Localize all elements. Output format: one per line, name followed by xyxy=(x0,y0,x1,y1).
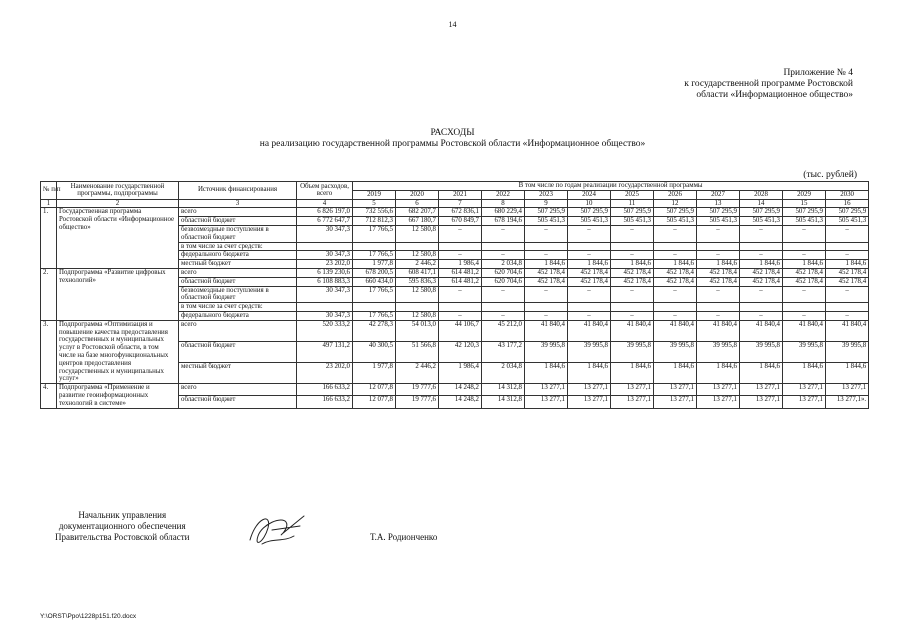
year-amount: – xyxy=(568,311,611,320)
year-amount: – xyxy=(482,311,525,320)
year-amount xyxy=(611,303,654,312)
year-amount: – xyxy=(654,286,697,303)
funding-source: местный бюджет xyxy=(179,260,297,269)
year-amount: – xyxy=(439,311,482,320)
year-amount: 13 277,1 xyxy=(525,384,568,396)
funding-source: федерального бюджета xyxy=(179,251,297,260)
header-year: 2021 xyxy=(439,190,482,199)
year-amount: 1 844,6 xyxy=(654,363,697,384)
funding-source: областной бюджет xyxy=(179,217,297,226)
year-amount xyxy=(740,242,783,251)
row-number: 2. xyxy=(41,268,57,320)
year-amount: 39 995,8 xyxy=(525,341,568,362)
year-amount: 452 178,4 xyxy=(697,277,740,286)
year-amount: 39 995,8 xyxy=(654,341,697,362)
year-amount: – xyxy=(654,225,697,242)
year-amount: 505 451,3 xyxy=(611,217,654,226)
year-amount: – xyxy=(482,225,525,242)
year-amount: – xyxy=(611,311,654,320)
row-number: 4. xyxy=(41,384,57,408)
column-number: 11 xyxy=(611,199,654,208)
year-amount xyxy=(697,242,740,251)
year-amount xyxy=(439,303,482,312)
header-year: 2027 xyxy=(697,190,740,199)
column-number-row xyxy=(41,199,869,208)
program-name: Государственная программа Ростовской области «Информационное общество» xyxy=(57,208,179,269)
year-amount: 732 556,6 xyxy=(353,208,396,217)
year-amount: – xyxy=(740,251,783,260)
year-amount: 620 704,6 xyxy=(482,268,525,277)
year-amount xyxy=(568,242,611,251)
column-number: 13 xyxy=(697,199,740,208)
year-amount: 1 844,6 xyxy=(525,363,568,384)
year-amount: 595 836,3 xyxy=(396,277,439,286)
signatory-name: Т.А. Родионченко xyxy=(370,532,438,542)
year-amount: 1 844,6 xyxy=(740,363,783,384)
year-amount: 505 451,3 xyxy=(654,217,697,226)
expenses-table xyxy=(40,181,869,409)
year-amount: 19 777,6 xyxy=(396,396,439,408)
year-amount: 14 248,2 xyxy=(439,396,482,408)
file-path-footer: Y:\ORST\Ppo\1228p151.f20.docx xyxy=(40,613,137,620)
year-amount: 1 844,6 xyxy=(697,260,740,269)
year-amount xyxy=(740,303,783,312)
year-amount: – xyxy=(654,311,697,320)
appendix-line-2: к государственной программе Ростовской xyxy=(684,79,853,89)
year-amount: 40 300,5 xyxy=(353,341,396,362)
year-amount xyxy=(396,303,439,312)
header-year: 2029 xyxy=(783,190,826,199)
year-amount xyxy=(826,242,869,251)
total-amount: 6 772 647,7 xyxy=(297,217,353,226)
funding-source: всего xyxy=(179,268,297,277)
year-amount: 452 178,4 xyxy=(697,268,740,277)
header-years-group: В том числе по годам реализации государственной программы xyxy=(353,182,869,191)
year-amount: 2 446,2 xyxy=(396,260,439,269)
total-amount: 30 347,3 xyxy=(297,286,353,303)
header-source: Источник финансирования xyxy=(179,182,297,200)
year-amount xyxy=(697,303,740,312)
year-amount: 505 451,3 xyxy=(783,217,826,226)
year-amount: – xyxy=(525,251,568,260)
year-amount: 614 481,2 xyxy=(439,268,482,277)
year-amount: 452 178,4 xyxy=(611,277,654,286)
year-amount: – xyxy=(568,286,611,303)
year-amount: 452 178,4 xyxy=(783,268,826,277)
year-amount: 13 277,1 xyxy=(697,384,740,396)
year-amount: 39 995,8 xyxy=(568,341,611,362)
year-amount xyxy=(353,303,396,312)
year-amount: 12 580,8 xyxy=(396,286,439,303)
year-amount xyxy=(654,303,697,312)
total-amount: 6 139 230,6 xyxy=(297,268,353,277)
year-amount: 507 295,9 xyxy=(654,208,697,217)
total-amount: 30 347,3 xyxy=(297,225,353,242)
year-amount: 41 840,4 xyxy=(525,320,568,341)
year-amount: – xyxy=(697,225,740,242)
year-amount: – xyxy=(697,311,740,320)
header-year: 2024 xyxy=(568,190,611,199)
year-amount: – xyxy=(439,286,482,303)
year-amount: 1 844,6 xyxy=(568,260,611,269)
year-amount: – xyxy=(525,225,568,242)
year-amount: 14 312,8 xyxy=(482,396,525,408)
header-total: Объем расходов, всего xyxy=(297,182,353,200)
year-amount: 17 766,5 xyxy=(353,251,396,260)
year-amount: 44 106,7 xyxy=(439,320,482,341)
year-amount: 452 178,4 xyxy=(525,268,568,277)
year-amount: 452 178,4 xyxy=(654,277,697,286)
funding-source: областной бюджет xyxy=(179,341,297,362)
table-row xyxy=(41,268,869,277)
program-name: Подпрограмма «Развитие цифровых технологий» xyxy=(57,268,179,320)
year-amount: 2 034,8 xyxy=(482,363,525,384)
year-amount: 507 295,9 xyxy=(525,208,568,217)
year-amount: 54 013,0 xyxy=(396,320,439,341)
year-amount: 14 312,8 xyxy=(482,384,525,396)
year-amount: 614 481,2 xyxy=(439,277,482,286)
year-amount: 14 248,2 xyxy=(439,384,482,396)
year-amount: 1 844,6 xyxy=(697,363,740,384)
units-label: (тыс. рублей) xyxy=(803,170,857,180)
year-amount xyxy=(826,303,869,312)
column-number: 9 xyxy=(525,199,568,208)
year-amount: 1 844,6 xyxy=(568,363,611,384)
year-amount xyxy=(353,242,396,251)
total-amount xyxy=(297,242,353,251)
year-amount: 39 995,8 xyxy=(697,341,740,362)
year-amount: 505 451,3 xyxy=(826,217,869,226)
year-amount: 507 295,9 xyxy=(611,208,654,217)
funding-source: федерального бюджета xyxy=(179,311,297,320)
column-number: 12 xyxy=(654,199,697,208)
year-amount: 41 840,4 xyxy=(697,320,740,341)
year-amount: 41 840,4 xyxy=(826,320,869,341)
year-amount: 39 995,8 xyxy=(783,341,826,362)
year-amount: 678 194,6 xyxy=(482,217,525,226)
year-amount: 507 295,9 xyxy=(783,208,826,217)
column-number: 14 xyxy=(740,199,783,208)
year-amount: – xyxy=(697,251,740,260)
year-amount: 12 580,8 xyxy=(396,225,439,242)
year-amount: 660 434,0 xyxy=(353,277,396,286)
year-amount: 1 844,6 xyxy=(740,260,783,269)
year-amount: 452 178,4 xyxy=(611,268,654,277)
year-amount: 39 995,8 xyxy=(611,341,654,362)
year-amount xyxy=(482,303,525,312)
handwritten-signature xyxy=(242,508,312,552)
year-amount: 13 277,1 xyxy=(783,384,826,396)
year-amount: 505 451,3 xyxy=(568,217,611,226)
column-number: 2 xyxy=(57,199,179,208)
year-amount: 41 840,4 xyxy=(654,320,697,341)
year-amount: 17 766,5 xyxy=(353,225,396,242)
year-amount: 672 836,1 xyxy=(439,208,482,217)
total-amount: 166 633,2 xyxy=(297,384,353,396)
year-amount: – xyxy=(783,311,826,320)
header-row xyxy=(41,182,869,191)
position-line-1: Начальник управления xyxy=(78,510,167,520)
year-amount: 19 777,6 xyxy=(396,384,439,396)
position-line-2: документационного обеспечения xyxy=(58,521,186,531)
column-number: 10 xyxy=(568,199,611,208)
year-amount: 452 178,4 xyxy=(740,277,783,286)
year-amount: 2 446,2 xyxy=(396,363,439,384)
table-row xyxy=(41,384,869,396)
column-number: 3 xyxy=(179,199,297,208)
year-amount: 620 704,6 xyxy=(482,277,525,286)
total-amount: 6 826 197,0 xyxy=(297,208,353,217)
signatory-position xyxy=(55,510,189,543)
funding-source: в том числе за счет средств: xyxy=(179,242,297,251)
header-year: 2023 xyxy=(525,190,568,199)
year-amount: 1 977,8 xyxy=(353,260,396,269)
year-amount: 680 229,4 xyxy=(482,208,525,217)
year-amount: – xyxy=(783,286,826,303)
year-amount: 42 278,3 xyxy=(353,320,396,341)
year-amount: – xyxy=(611,286,654,303)
year-amount: 13 277,1 xyxy=(697,396,740,408)
year-amount: 712 812,3 xyxy=(353,217,396,226)
title-line-1: РАСХОДЫ xyxy=(430,128,475,138)
year-amount: 678 200,5 xyxy=(353,268,396,277)
year-amount xyxy=(783,242,826,251)
year-amount: 13 277,1 xyxy=(568,396,611,408)
row-number: 3. xyxy=(41,320,57,383)
table-row xyxy=(41,208,869,217)
year-amount: – xyxy=(525,286,568,303)
year-amount xyxy=(525,242,568,251)
year-amount: 452 178,4 xyxy=(783,277,826,286)
year-amount: 507 295,9 xyxy=(568,208,611,217)
year-amount: 41 840,4 xyxy=(783,320,826,341)
year-amount: 13 277,1 xyxy=(654,396,697,408)
year-amount: 13 277,1». xyxy=(826,396,869,408)
funding-source: всего xyxy=(179,320,297,341)
year-amount: 12 077,8 xyxy=(353,384,396,396)
year-amount: – xyxy=(482,251,525,260)
total-amount: 166 633,2 xyxy=(297,396,353,408)
program-name: Подпрограмма «Оптимизация и повышение качества предоставления государственных и муниципальных услуг в Ростовской области, в том числе на базе многофункциональных центров предоставления государственных и муниципальных услуг» xyxy=(57,320,179,383)
header-name: Наименование государственной программы, подпрограммы xyxy=(57,182,179,200)
total-amount: 30 347,3 xyxy=(297,311,353,320)
funding-source: безвозмездные поступления в областной бюджет xyxy=(179,225,297,242)
year-amount: 452 178,4 xyxy=(654,268,697,277)
year-amount: – xyxy=(826,251,869,260)
year-amount: 13 277,1 xyxy=(611,396,654,408)
year-amount: 17 766,5 xyxy=(353,311,396,320)
funding-source: областной бюджет xyxy=(179,277,297,286)
funding-source: в том числе за счет средств: xyxy=(179,303,297,312)
year-amount: 13 277,1 xyxy=(654,384,697,396)
year-amount xyxy=(654,242,697,251)
column-number: 8 xyxy=(482,199,525,208)
column-number: 1 xyxy=(41,199,57,208)
year-amount: 452 178,4 xyxy=(740,268,783,277)
year-amount: 2 034,8 xyxy=(482,260,525,269)
column-number: 16 xyxy=(826,199,869,208)
year-amount: – xyxy=(826,311,869,320)
year-amount xyxy=(525,303,568,312)
year-amount xyxy=(568,303,611,312)
year-amount: 42 120,3 xyxy=(439,341,482,362)
year-amount: – xyxy=(568,225,611,242)
column-number: 7 xyxy=(439,199,482,208)
title-line-2: на реализацию государственной программы Ростовской области «Информационное общество» xyxy=(259,139,646,149)
year-amount: 13 277,1 xyxy=(740,396,783,408)
year-amount: 43 177,2 xyxy=(482,341,525,362)
total-amount xyxy=(297,303,353,312)
year-amount: 1 844,6 xyxy=(826,363,869,384)
year-amount: 39 995,8 xyxy=(740,341,783,362)
header-year: 2020 xyxy=(396,190,439,199)
year-amount: – xyxy=(740,286,783,303)
year-amount: 51 566,8 xyxy=(396,341,439,362)
header-year: 2030 xyxy=(826,190,869,199)
year-amount: – xyxy=(439,225,482,242)
year-amount: 1 986,4 xyxy=(439,363,482,384)
year-amount xyxy=(783,303,826,312)
header-year: 2026 xyxy=(654,190,697,199)
document-title xyxy=(0,128,905,150)
year-amount: 12 580,8 xyxy=(396,311,439,320)
year-amount: 41 840,4 xyxy=(611,320,654,341)
year-amount: – xyxy=(783,251,826,260)
year-amount: 13 277,1 xyxy=(611,384,654,396)
year-amount: – xyxy=(740,225,783,242)
appendix-line-3: области «Информационное общество» xyxy=(696,90,853,100)
year-amount: – xyxy=(697,286,740,303)
position-line-3: Правительства Ростовской области xyxy=(55,532,190,542)
year-amount: 12 580,8 xyxy=(396,251,439,260)
year-amount: – xyxy=(826,225,869,242)
appendix-line-1: Приложение № 4 xyxy=(783,68,853,78)
year-amount: 12 077,8 xyxy=(353,396,396,408)
page-number: 14 xyxy=(448,20,457,29)
table-row xyxy=(41,320,869,341)
year-amount: 1 844,6 xyxy=(826,260,869,269)
year-amount: 452 178,4 xyxy=(568,268,611,277)
total-amount: 23 202,0 xyxy=(297,363,353,384)
funding-source: всего xyxy=(179,208,297,217)
year-amount: 608 417,1 xyxy=(396,268,439,277)
total-amount: 6 108 883,3 xyxy=(297,277,353,286)
funding-source: областной бюджет xyxy=(179,396,297,408)
year-amount: 507 295,9 xyxy=(697,208,740,217)
year-amount: – xyxy=(611,251,654,260)
year-amount: – xyxy=(826,286,869,303)
row-number: 1. xyxy=(41,208,57,269)
year-amount: 507 295,9 xyxy=(826,208,869,217)
header-year: 2028 xyxy=(740,190,783,199)
year-amount: – xyxy=(654,251,697,260)
column-number: 4 xyxy=(297,199,353,208)
year-amount xyxy=(482,242,525,251)
year-amount: – xyxy=(525,311,568,320)
year-amount: 507 295,9 xyxy=(740,208,783,217)
funding-source: всего xyxy=(179,384,297,396)
year-amount: 1 986,4 xyxy=(439,260,482,269)
header-year: 2019 xyxy=(353,190,396,199)
year-amount: 1 844,6 xyxy=(783,363,826,384)
year-amount: 17 766,5 xyxy=(353,286,396,303)
year-amount: 13 277,1 xyxy=(826,384,869,396)
year-amount: 1 977,8 xyxy=(353,363,396,384)
header-year: 2022 xyxy=(482,190,525,199)
total-amount: 520 333,2 xyxy=(297,320,353,341)
year-amount: 45 212,0 xyxy=(482,320,525,341)
year-amount: 1 844,6 xyxy=(611,260,654,269)
year-amount: – xyxy=(439,251,482,260)
year-amount: – xyxy=(482,286,525,303)
year-amount: 452 178,4 xyxy=(826,268,869,277)
year-amount: 682 207,7 xyxy=(396,208,439,217)
year-amount: 452 178,4 xyxy=(568,277,611,286)
year-amount: 505 451,3 xyxy=(525,217,568,226)
year-amount: 13 277,1 xyxy=(783,396,826,408)
program-name: Подпрограмма «Применение и развитие геоинформационных технологий в системе» xyxy=(57,384,179,408)
year-amount xyxy=(439,242,482,251)
year-amount: 505 451,3 xyxy=(740,217,783,226)
year-amount: 505 451,3 xyxy=(697,217,740,226)
year-amount: 1 844,6 xyxy=(525,260,568,269)
year-amount: 452 178,4 xyxy=(826,277,869,286)
year-amount: – xyxy=(568,251,611,260)
year-amount: 13 277,1 xyxy=(740,384,783,396)
total-amount: 30 347,3 xyxy=(297,251,353,260)
funding-source: местный бюджет xyxy=(179,363,297,384)
year-amount: 1 844,6 xyxy=(611,363,654,384)
year-amount: 670 849,7 xyxy=(439,217,482,226)
header-num: № п/п xyxy=(41,182,57,200)
column-number: 5 xyxy=(353,199,396,208)
total-amount: 23 202,0 xyxy=(297,260,353,269)
column-number: 6 xyxy=(396,199,439,208)
appendix-header xyxy=(684,68,853,101)
year-amount: 667 180,7 xyxy=(396,217,439,226)
header-year: 2025 xyxy=(611,190,654,199)
year-amount: 13 277,1 xyxy=(568,384,611,396)
year-amount: 1 844,6 xyxy=(783,260,826,269)
year-amount xyxy=(611,242,654,251)
funding-source: безвозмездные поступления в областной бюджет xyxy=(179,286,297,303)
year-amount: – xyxy=(611,225,654,242)
year-amount: – xyxy=(783,225,826,242)
year-amount: 39 995,8 xyxy=(826,341,869,362)
year-amount: – xyxy=(740,311,783,320)
year-amount: 452 178,4 xyxy=(525,277,568,286)
column-number: 15 xyxy=(783,199,826,208)
year-amount: 13 277,1 xyxy=(525,396,568,408)
total-amount: 497 131,2 xyxy=(297,341,353,362)
year-amount xyxy=(396,242,439,251)
year-amount: 41 840,4 xyxy=(568,320,611,341)
year-amount: 1 844,6 xyxy=(654,260,697,269)
year-amount: 41 840,4 xyxy=(740,320,783,341)
